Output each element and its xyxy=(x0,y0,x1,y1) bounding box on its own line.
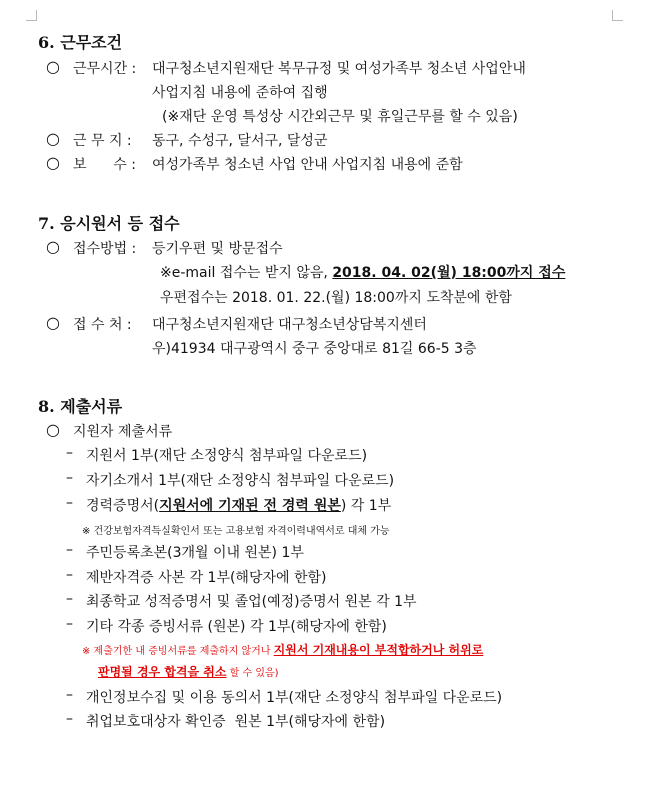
deadline-highlight: 2018. 04. 02(월) 18:00까지 접수 xyxy=(332,265,566,281)
doc-item: 주민등록초본(3개월 이내 원본) 1부 xyxy=(86,545,304,561)
doc-item: 개인정보수집 및 이용 동의서 1부(재단 소정양식 첨부파일 다운로드) xyxy=(86,690,503,706)
doc-item: 제반자격증 사본 각 1부(해당자에 한함) xyxy=(86,570,327,586)
career-highlight: 지원서에 기재된 전 경력 원본 xyxy=(159,498,341,514)
method-label: 접수방법 : xyxy=(73,241,137,257)
bullet: ○ xyxy=(46,420,60,439)
bullet: ○ xyxy=(46,237,60,256)
section-title: 7. 응시원서 등 접수 xyxy=(38,214,180,233)
dash: – xyxy=(66,542,73,558)
bullet: ○ xyxy=(46,313,60,332)
section-title: 6. 근무조건 xyxy=(38,33,123,52)
warning-note: ※ 제출기한 내 증빙서류를 제출하지 않거나 지원서 기재내용이 부적합하거나 허위로 xyxy=(82,643,484,657)
page-corner-mark xyxy=(26,10,37,21)
doc-note: ※ 건강보험자격득실확인서 또는 고용보험 자격이력내역서로 대체 가능 xyxy=(82,526,390,537)
bullet: ○ xyxy=(46,129,60,148)
method-note: ※e-mail 접수는 받지 않음, 2018. 04. 02(월) 18:00까지 접수 xyxy=(160,265,566,281)
place-label: 근 무 지 : xyxy=(73,133,132,149)
dash: – xyxy=(66,591,73,607)
warning-highlight: 지원서 기재내용이 부적합하거나 허위로 xyxy=(273,643,484,657)
dash: – xyxy=(66,470,73,486)
place-text: 동구, 수성구, 달서구, 달성군 xyxy=(152,133,328,149)
bullet: ○ xyxy=(46,57,60,76)
office-label: 접 수 처 : xyxy=(73,317,132,333)
doc-item: 자기소개서 1부(재단 소정양식 첨부파일 다운로드) xyxy=(86,473,395,489)
page-corner-mark xyxy=(612,10,623,21)
pay-text: 여성가족부 청소년 사업 안내 사업지침 내용에 준함 xyxy=(152,157,463,173)
doc-item: 지원서 1부(재단 소정양식 첨부파일 다운로드) xyxy=(86,448,368,464)
hours-text: 사업지침 내용에 준하여 집행 xyxy=(152,85,328,101)
warning-note: 판명될 경우 합격을 취소 할 수 있음) xyxy=(98,665,279,679)
doc-item: 기타 각종 증빙서류 (원본) 각 1부(해당자에 한함) xyxy=(86,619,387,635)
doc-item: 최종학교 성적증명서 및 졸업(예정)증명서 원본 각 1부 xyxy=(86,594,417,610)
method-text: 등기우편 및 방문접수 xyxy=(152,241,283,257)
office-address: 우)41934 대구광역시 중구 중앙대로 81길 66-5 3층 xyxy=(152,341,477,357)
pay-label: 보 수 : xyxy=(73,157,136,173)
submit-sub: 지원자 제출서류 xyxy=(73,424,173,440)
warning-highlight: 판명될 경우 합격을 취소 xyxy=(98,665,227,679)
dash: – xyxy=(66,567,73,583)
bullet: ○ xyxy=(46,153,60,172)
dash: – xyxy=(66,711,73,727)
dash: – xyxy=(66,687,73,703)
hours-text: 대구청소년지원재단 복무규정 및 여성가족부 청소년 사업안내 xyxy=(152,61,526,77)
section-title: 8. 제출서류 xyxy=(38,397,123,416)
doc-item: 경력증명서(지원서에 기재된 전 경력 원본) 각 1부 xyxy=(86,498,392,514)
office-text: 대구청소년지원재단 대구청소년상담복지센터 xyxy=(152,317,427,333)
hours-note: (※재단 운영 특성상 시간외근무 및 휴일근무를 할 수 있음) xyxy=(162,109,518,125)
dash: – xyxy=(66,616,73,632)
dash: – xyxy=(66,495,73,511)
doc-item: 취업보호대상자 확인증 원본 1부(해당자에 한함) xyxy=(86,714,386,730)
hours-label: 근무시간 : xyxy=(73,61,137,77)
method-note2: 우편접수는 2018. 01. 22.(월) 18:00까지 도착분에 한함 xyxy=(160,290,512,306)
dash: – xyxy=(66,445,73,461)
